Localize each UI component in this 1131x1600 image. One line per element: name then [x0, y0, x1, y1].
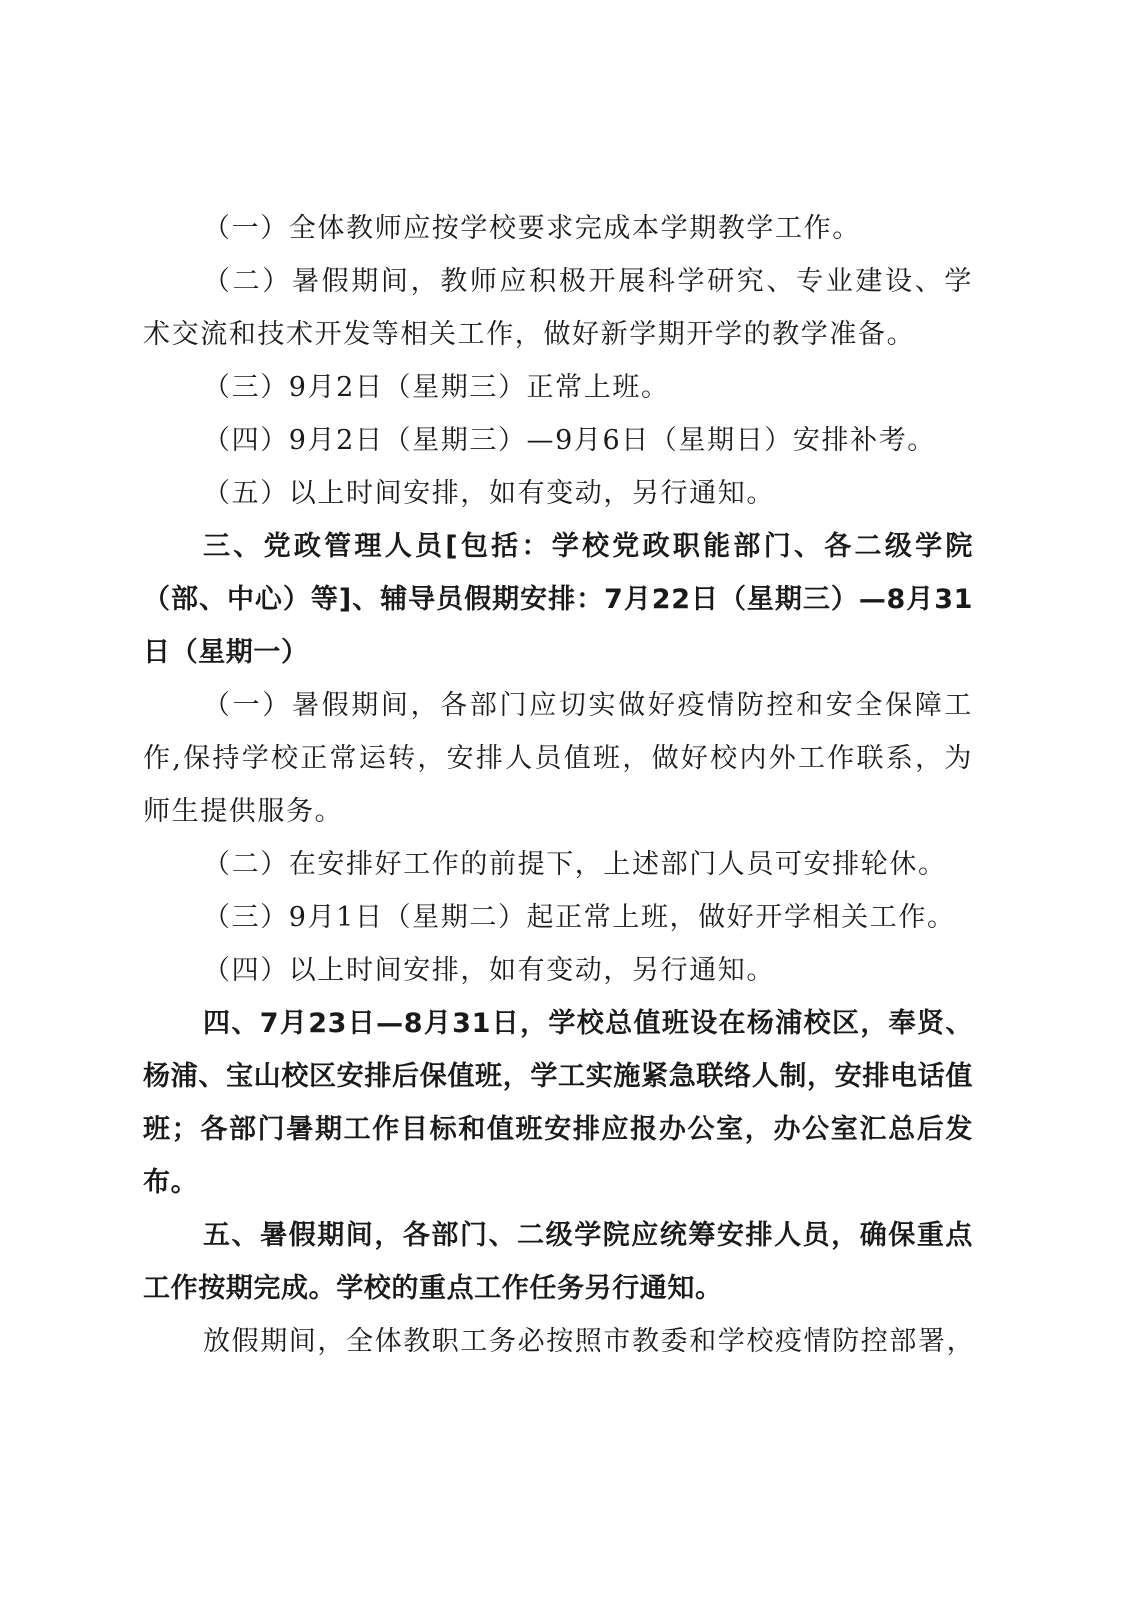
teacher-item-4: （四）9月2日（星期三）—9月6日（星期日）安排补考。: [203, 425, 936, 456]
section-five-paragraph: 五、暑假期间，各部门、二级学院应统筹安排人员，确保重点工作按期完成。学校的重点工作任务另行通知。: [143, 1220, 973, 1304]
closing-paragraph: 放假期间，全体教职工务必按照市教委和学校疫情防控部署，: [203, 1326, 976, 1357]
section-four-paragraph: 四、7月23日—8月31日，学校总值班设在杨浦校区，奉贤、杨浦、宝山校区安排后保值班，学工实施紧急联络人制，安排电话值班；各部门暑期工作目标和值班安排应报办公室，办公室汇总后发布。: [143, 1008, 973, 1198]
admin-item-3: （三）9月1日（星期二）起正常上班，做好开学相关工作。: [203, 902, 956, 933]
teacher-item-2: （二）暑假期间，教师应积极开展科学研究、专业建设、学术交流和技术开发等相关工作，做好新学期开学的教学准备。: [143, 266, 973, 350]
admin-item-1: （一）暑假期间，各部门应切实做好疫情防控和安全保障工作,保持学校正常运转，安排人员值班，做好校内外工作联系，为师生提供服务。: [143, 690, 973, 827]
teacher-item-3: （三）9月2日（星期三）正常上班。: [203, 372, 670, 403]
teacher-item-5: （五）以上时间安排，如有变动，另行通知。: [203, 478, 775, 509]
admin-item-2: （二）在安排好工作的前提下，上述部门人员可安排轮休。: [203, 849, 947, 880]
admin-item-4: （四）以上时间安排，如有变动，另行通知。: [203, 955, 775, 986]
document-body: [143, 202, 976, 1368]
teacher-item-1: （一）全体教师应按学校要求完成本学期教学工作。: [203, 213, 861, 244]
section-three-heading: 三、党政管理人员[包括：学校党政职能部门、各二级学院（部、中心）等]、辅导员假期安排：7月22日（星期三）—8月31日（星期一）: [143, 531, 973, 668]
